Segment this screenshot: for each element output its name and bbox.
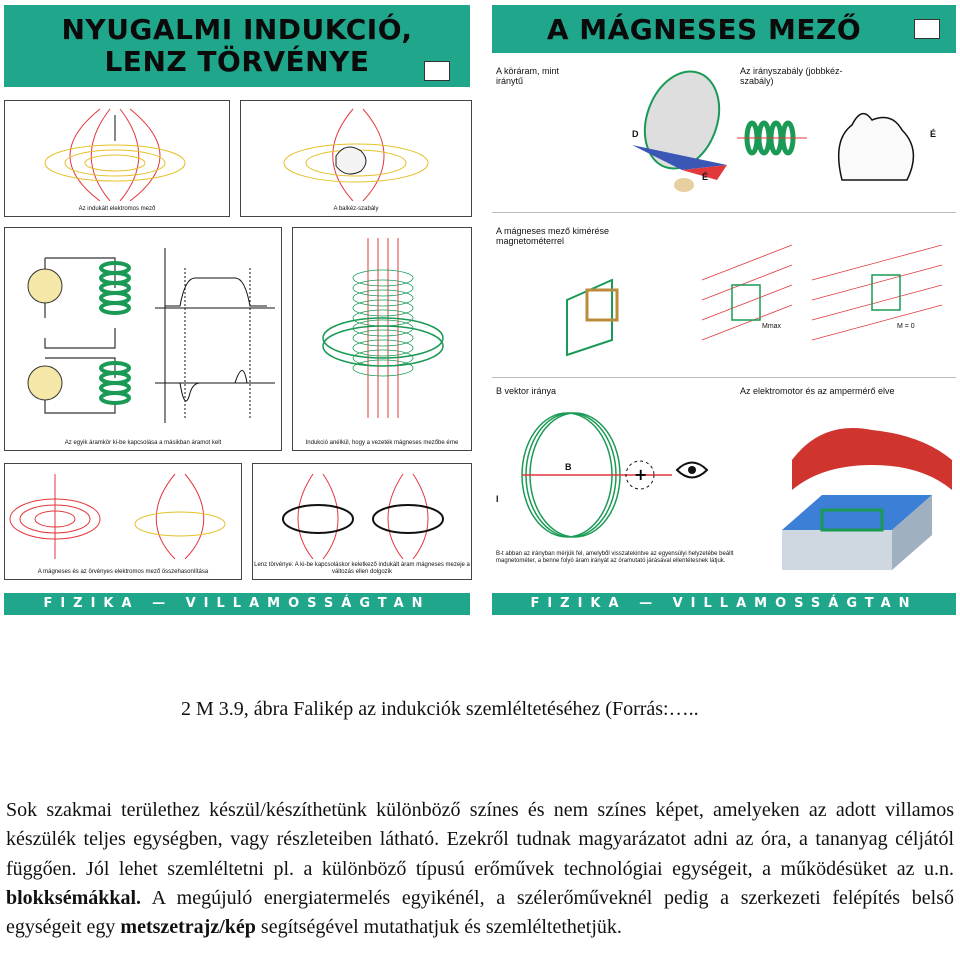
panel-caption: Az indukált elektromos mező [78,206,156,213]
label-magnetometer: A mágneses mező kimérése magnetométerrel [496,226,610,246]
panel-lenz-law [252,463,472,580]
body-paragraph [6,796,954,942]
right-poster-footer: FIZIKA — VILLAMOSSÁGTAN [492,593,956,615]
paragraph-text-2: A megújuló energiatermelés egyikénél, a szélerőműveknél pedig a szerkezeti felépítés belső egységeit egy [6,886,954,939]
hand-icon [839,114,914,180]
svg-text:+: + [634,465,648,484]
panel-left-hand-rule [240,100,472,217]
label-motor: Az elektromotor és az ampermérő elve [740,386,895,396]
left-poster [4,5,470,617]
lenz-law-diagram [253,464,471,559]
label-b-vector: B vektor iránya [496,386,557,396]
left-hand-rule-diagram [241,101,471,201]
right-poster-title: A MÁGNESES MEZŐ [546,13,862,46]
label-e: É [702,172,709,182]
field-comparison-diagram [5,464,241,559]
divider [492,377,956,378]
panel-caption: Indukció anélkül, hogy a vezeték mágneses mezőbe érne [305,440,459,447]
toroid-coil-diagram [293,228,471,423]
right-poster [492,5,956,617]
paragraph-bold-2: metszetrajz/kép [120,916,256,939]
left-poster-banner [4,5,470,87]
magnetometer-diagram [492,240,956,370]
divider [492,212,956,213]
label-i: I [496,494,499,504]
panel-caption: Lenz törvénye: A ki-be kapcsoláskor keletkező indukált áram mágneses mezeje a változás ellen dolgozik [254,562,470,576]
panel-field-comparison [4,463,242,580]
induced-field-diagram [5,101,229,201]
label-right-hand: Az irányszabály (jobbkéz-szabály) [740,66,843,86]
paragraph-bold-1: blokksémákkal. [6,886,142,909]
panel-circuit-switch [4,227,282,451]
label-b-note: B-t abban az irányban mérjük fel, amelyből visszatekintve az egyensúlyi helyzetébe beállt magnetométer, a benne folyó áram irányát az óramutató járásával ellentétesnek látjuk. [496,551,734,564]
compass-right-hand-diagram [492,60,956,200]
label-b: B [565,462,572,472]
right-poster-banner [492,5,956,53]
label-compass: A köráram, mint iránytű [496,66,560,86]
publisher-logo [914,19,940,39]
panel-caption: Az egyik áramkör ki-be kapcsolása a másikban áramot kelt [64,440,222,447]
publisher-logo [424,61,450,81]
label-m-zero: M = 0 [897,323,915,330]
left-poster-title-line2: LENZ TÖRVÉNYE [104,45,370,78]
panel-caption: A mágneses és az örvényes elektromos mező összehasonlítása [37,569,209,576]
figure-caption: 2 M 3.9, ábra Falikép az indukciók szemléltetéséhez (Forrás:….. [181,698,699,720]
paragraph-text-3: segítségével mutathatjuk és szemléltethetjük. [255,916,622,939]
circuit-switch-diagram [5,228,281,428]
label-d: D [632,129,639,139]
panel-induced-field [4,100,230,217]
panel-induction-no-field [292,227,472,451]
label-m-max: Mmax [762,323,782,330]
left-poster-footer: FIZIKA — VILLAMOSSÁGTAN [4,593,470,615]
hand-icon [336,147,366,174]
label-e-2: É [930,129,937,139]
panel-caption: A balkéz-szabály [333,206,379,213]
left-poster-title-line1: NYUGALMI INDUKCIÓ, [61,13,413,46]
paragraph-text-1: Sok szakmai területhez készül/készíthetünk különböző színes és nem színes képet, amelyeken az adott villamos készülék teljes egységben, vagy részleteiben látható. Ezekről tudnak magyarázatot adni az óra, a tananyag céljától függően. Jól lehet szemléltetni pl. a különböző típusú erőművek technológiai egységeit, a működésüket az u.n. [6,799,954,880]
